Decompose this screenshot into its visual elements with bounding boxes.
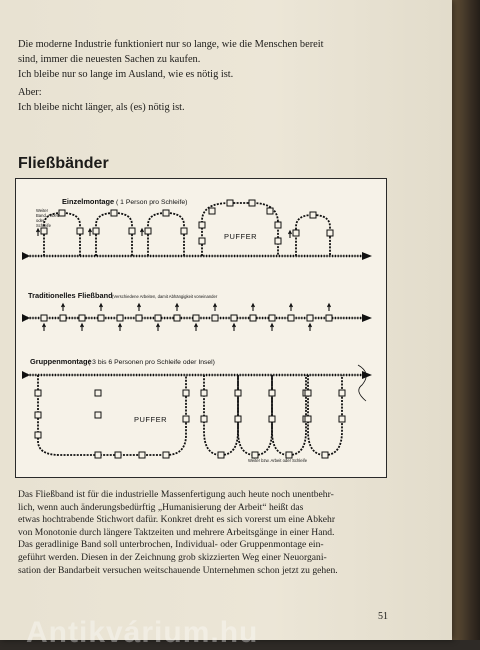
workstation-box [275,222,281,228]
worker-icon [81,324,84,331]
worker-icon [290,304,293,311]
workstation-box [183,390,189,396]
arrow-left-icon [22,252,30,260]
worker-icon [289,231,292,238]
arrow-right-icon [362,371,372,379]
watermark: Antikvárium.hu [26,616,259,649]
workstation-box [163,210,169,216]
workstation-box [129,228,135,234]
workstation-box [163,452,169,458]
workstation-box [327,230,333,236]
workstation-box [35,432,41,438]
workstation-box [199,222,205,228]
worker-icon [89,229,92,236]
row1-side-3: Schleife [36,223,51,228]
workstation-box [155,315,161,321]
workstation-box [286,452,292,458]
workstation-box [305,416,311,422]
workstation-box [288,315,294,321]
workstation-box [235,416,241,422]
arrow-left-icon [22,314,30,322]
worker-icon [157,324,160,331]
body-line: Das Fließband ist für die industrielle Massenfertigung auch heute noch unentbehr- [18,489,334,500]
row3-note: ( 3 bis 6 Personen pro Schleife oder Insel) [88,359,215,366]
row1-side-0: Weiter [36,208,49,213]
intro-line: Die moderne Industrie funktioniert nur so lange, wie die Menschen bereit [18,39,324,50]
workstation-box [250,315,256,321]
workstation-box [231,315,237,321]
row1-buffer-label: PUFFER [224,232,257,241]
intro-line: Ich bleibe nur so lange im Ausland, wie es nötig ist. [18,69,234,81]
workstation-box [181,228,187,234]
page-number: 51 [378,611,388,622]
row3-loop [204,375,238,455]
workstation-box [93,228,99,234]
workstation-box [35,412,41,418]
workstation-box [307,315,313,321]
workstation-box [249,200,255,206]
row1-side-2: oder [36,218,45,223]
workstation-box [339,390,345,396]
workstation-box [79,315,85,321]
body-line: etwas hochtrabende Stichwort dafür. Konkret dreht es sich vorerst um eine Abkehr [18,514,336,526]
worker-icon [252,304,255,311]
row1-loop [96,213,132,256]
workstation-box [275,238,281,244]
row3-buffer-label: PUFFER [134,415,167,424]
workstation-box [235,390,241,396]
workstation-box [117,315,123,321]
workstation-box [212,315,218,321]
body-line: Das geradlinige Band soll unterbrochen, Individual- oder Gruppenmontage ein- [18,539,324,551]
workstation-box [209,208,215,214]
worker-icon [233,324,236,331]
row1-side-1: Band, Arbeit [36,213,59,218]
workstation-box [98,315,104,321]
row2-title: Traditionelles Fließband [28,291,113,300]
intro-paragraph-2 [18,85,428,115]
workstation-box [95,390,101,396]
arrow-right-icon [362,314,372,322]
row1-loop [148,213,184,256]
row2-note: (Verschiedene Arbeiten, damit Abhängigkeit voneinander [112,294,218,299]
workstation-box [95,452,101,458]
worker-icon [62,304,65,311]
worker-icon [43,324,46,331]
intro-paragraph-1 [18,37,428,83]
artist-signature [358,365,366,401]
workstation-box [267,208,273,214]
workstation-box [60,315,66,321]
worker-icon [195,324,198,331]
row3-loop [272,375,306,455]
workstation-box [201,416,207,422]
workstation-box [269,390,275,396]
workstation-box [269,315,275,321]
workstation-box [339,416,345,422]
workstation-box [199,238,205,244]
worker-icon [141,229,144,236]
diagram-artwork [22,200,372,458]
workstation-box [322,452,328,458]
section-title: Fließbänder [18,155,109,172]
row1-loop [44,213,80,256]
worker-icon [214,304,217,311]
workstation-box [183,416,189,422]
body-line: von Monotonie durch längere Taktzeiten und mehrere Arbeitsgänge in einer Hand. [18,526,335,538]
arrow-left-icon [22,371,30,379]
worker-icon [37,229,40,236]
intro-line: sind, immer die neuesten Sachen zu kaufen. [18,54,201,66]
worker-icon [138,304,141,311]
row3-bottom-note: Weiter bzw. Arbeit oder Schleife [248,458,308,463]
worker-icon [271,324,274,331]
row3-loop [308,375,342,455]
assembly-line-diagram [16,179,386,477]
worker-icon [100,304,103,311]
row1-loop [296,215,330,256]
workstation-box [310,212,316,218]
workstation-box [269,416,275,422]
workstation-box [136,315,142,321]
workstation-box [139,452,145,458]
workstation-box [305,390,311,396]
intro-line: Aber: [18,87,42,98]
body-line: geführt werden. Diesen in der Zeichnung grob skizzierten Weg einer Neuorgani- [18,551,327,563]
workstation-box [115,452,121,458]
worker-icon [309,324,312,331]
workstation-box [293,230,299,236]
workstation-box [252,452,258,458]
row1-note: ( 1 Person pro Schleife) [116,199,188,206]
intro-line: Ich bleibe nicht länger, als (es) nötig ist. [18,102,185,114]
workstation-box [41,228,47,234]
workstation-box [201,390,207,396]
workstation-box [174,315,180,321]
workstation-box [111,210,117,216]
workstation-box [227,200,233,206]
worker-icon [119,324,122,331]
row3-title: Gruppenmontage [30,357,92,366]
workstation-box [145,228,151,234]
arrow-right-icon [362,252,372,260]
assembly-line-figure [15,178,387,478]
body-paragraph [18,489,390,577]
body-line: sation der Bandarbeit versuchen weitschauende Unternehmen schon jetzt zu gehen. [18,564,338,576]
body-line: lich, wenn auch änderungsbedürftig „Humanisierung der Arbeit“ heißt das [18,501,304,513]
workstation-box [326,315,332,321]
workstation-box [35,390,41,396]
workstation-box [193,315,199,321]
worker-icon [176,304,179,311]
workstation-box [41,315,47,321]
workstation-box [59,210,65,216]
row3-loop [238,375,272,455]
worker-icon [328,304,331,311]
workstation-box [95,412,101,418]
workstation-box [218,452,224,458]
workstation-box [77,228,83,234]
row1-title: Einzelmontage [62,197,115,206]
